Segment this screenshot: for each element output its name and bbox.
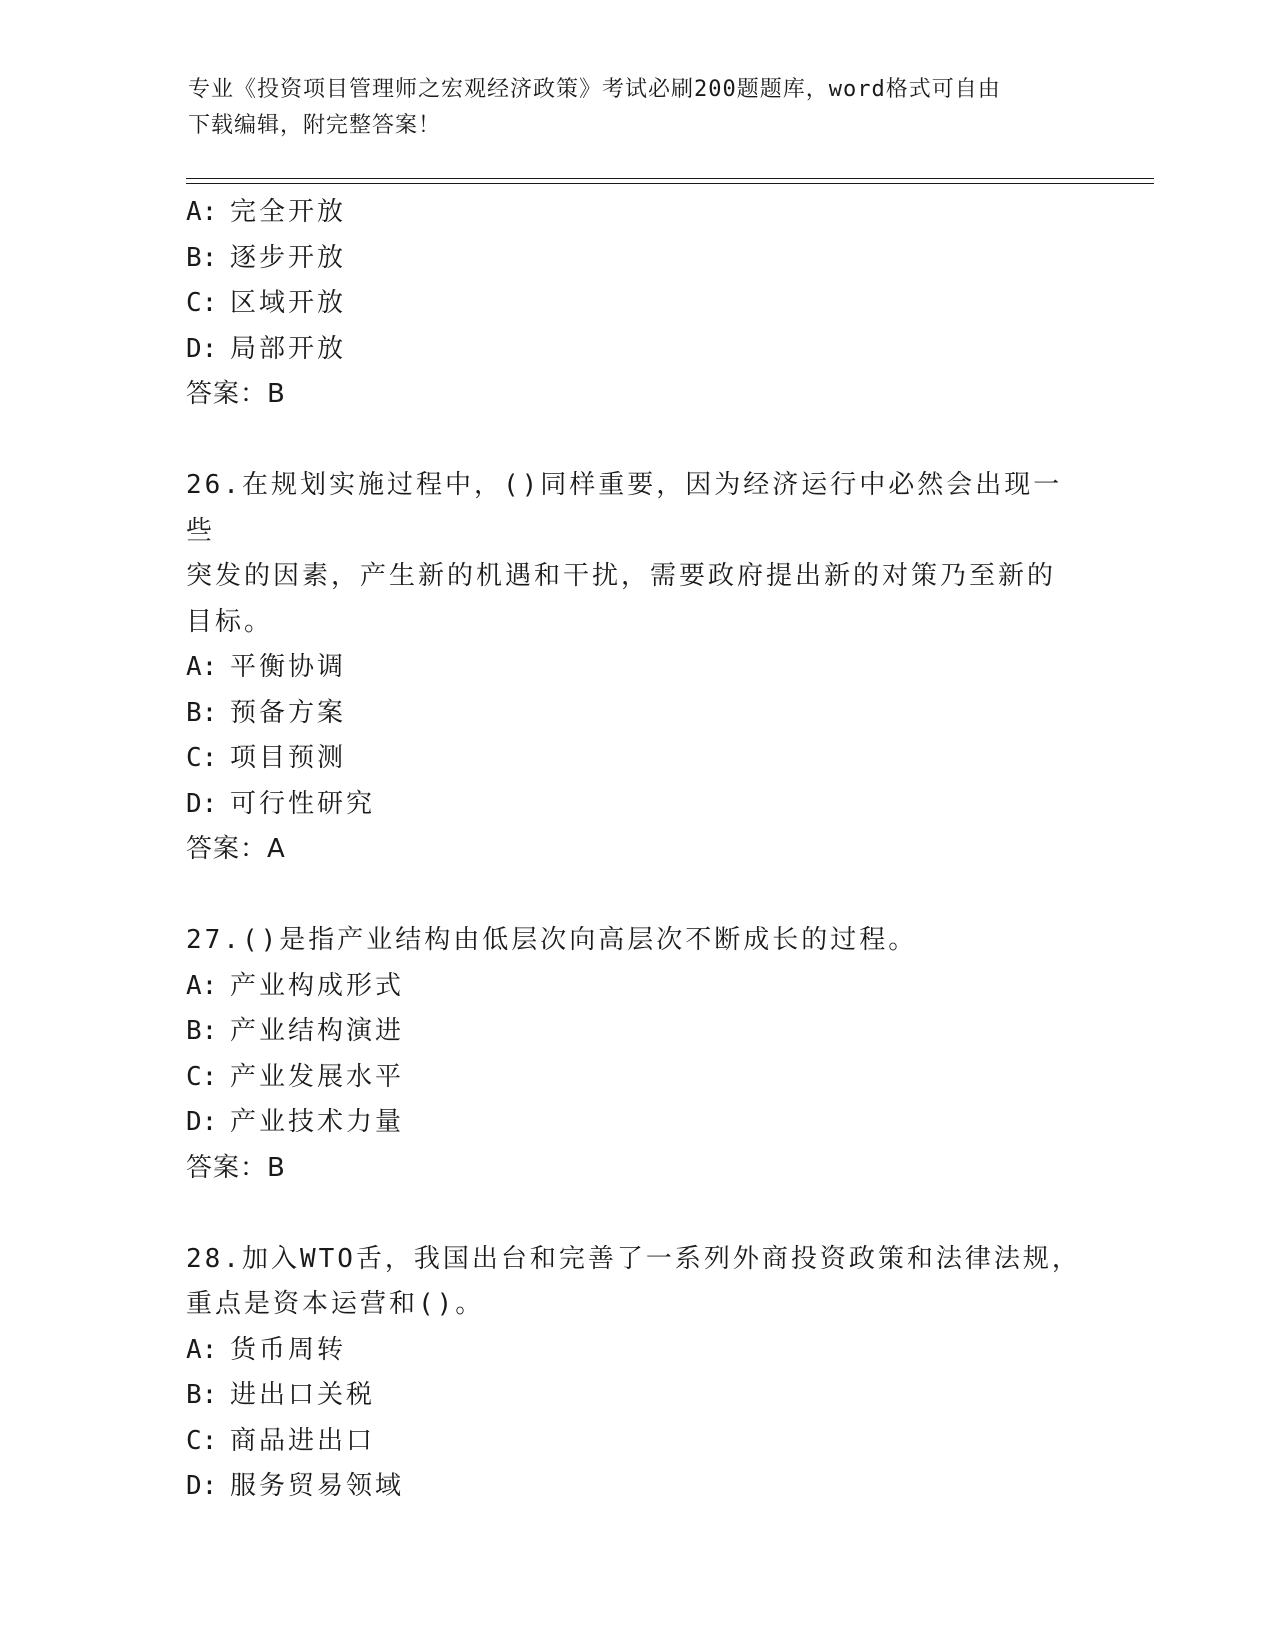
option-c: C: 商品进出口 — [186, 1425, 376, 1456]
option-a: A: 产业构成形式 — [186, 970, 405, 1001]
option-d: D: 局部开放 — [186, 333, 347, 364]
option-c: C: 区域开放 — [186, 288, 347, 318]
question-stem-line: 26.在规划实施过程中，()同样重要，因为经济运行中必然会出现一些 — [186, 470, 1063, 546]
header-divider-top — [186, 178, 1154, 179]
option-d: D: 可行性研究 — [186, 788, 376, 819]
option-a: A: 平衡协调 — [186, 652, 347, 682]
question-stem-line: 重点是资本运营和()。 — [186, 1289, 485, 1319]
option-d: D: 产业技术力量 — [186, 1107, 405, 1137]
question-block — [186, 463, 1086, 873]
option-c: C: 产业发展水平 — [186, 1061, 405, 1092]
option-b: B: 产业结构演进 — [186, 1016, 405, 1046]
option-b: B: 预备方案 — [186, 697, 347, 728]
option-a: A: 完全开放 — [186, 197, 347, 227]
option-d: D: 服务贸易领域 — [186, 1471, 405, 1501]
header-line-1: 专业《投资项目管理师之宏观经济政策》考试必刷200题题库，word格式可自由 — [188, 77, 1001, 102]
answer-line: 答案：B — [186, 1152, 286, 1183]
document-header — [188, 72, 1068, 144]
option-c: C: 项目预测 — [186, 743, 347, 773]
question-list — [186, 190, 1086, 1510]
header-divider-bottom — [186, 183, 1154, 184]
question-block — [186, 190, 1086, 418]
question-stem-line: 突发的因素，产生新的机遇和干扰，需要政府提出新的对策乃至新的 — [186, 561, 1057, 591]
question-block — [186, 918, 1086, 1191]
question-block — [186, 1237, 1086, 1510]
header-line-2: 下载编辑，附完整答案！ — [188, 113, 442, 138]
option-b: B: 进出口关税 — [186, 1380, 376, 1410]
question-stem-line: 27.()是指产业结构由低层次向高层次不断成长的过程。 — [186, 925, 918, 955]
answer-line: 答案：B — [186, 379, 286, 409]
option-b: B: 逐步开放 — [186, 242, 347, 273]
question-stem-line: 目标。 — [186, 606, 274, 637]
option-a: A: 货币周转 — [186, 1334, 347, 1365]
question-stem-line: 28.加入WTO舌，我国出台和完善了一系列外商投资政策和法律法规， — [186, 1243, 1081, 1274]
answer-line: 答案：A — [186, 834, 286, 864]
